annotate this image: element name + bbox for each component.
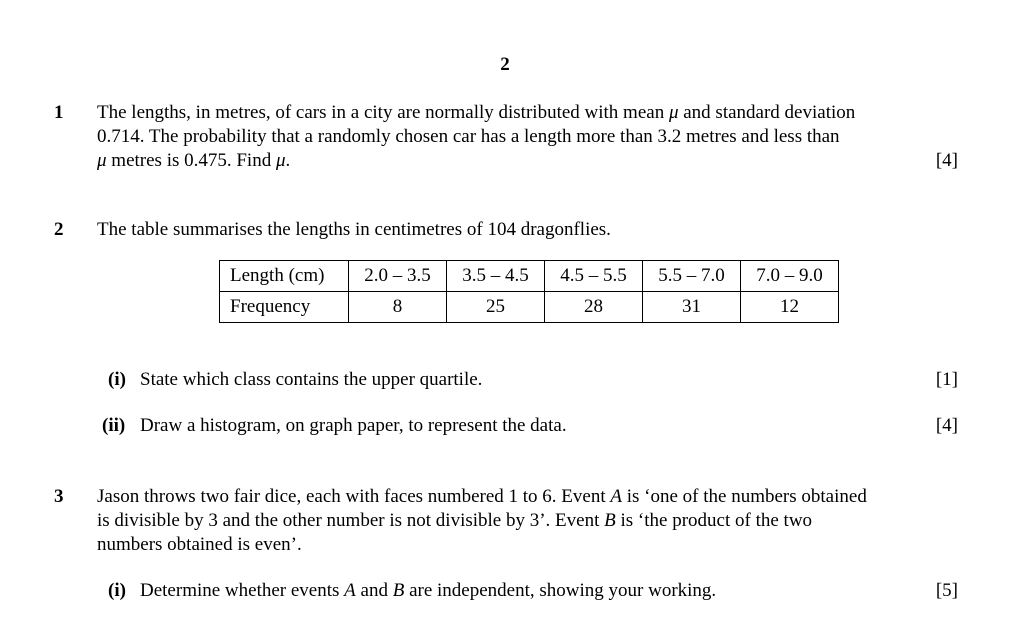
part-ii xyxy=(96,414,958,438)
part-label: (ii) xyxy=(102,415,126,436)
question-number: 2 xyxy=(54,219,64,240)
table-cell: 4.5 – 5.5 xyxy=(545,261,643,292)
table-row xyxy=(220,292,839,323)
part-text: State which class contains the upper quartile. xyxy=(140,369,483,390)
marks: [1] xyxy=(935,369,958,390)
marks: [5] xyxy=(935,580,958,601)
table-cell: 3.5 – 4.5 xyxy=(447,261,545,292)
page-number: 2 xyxy=(500,54,510,75)
table-header-cell: Frequency xyxy=(220,292,349,323)
part-label: (i) xyxy=(108,369,126,390)
table-cell: 7.0 – 9.0 xyxy=(741,261,839,292)
frequency-table xyxy=(219,260,839,323)
question-1 xyxy=(54,101,958,173)
question-3 xyxy=(54,485,958,557)
question-2 xyxy=(54,218,958,242)
table-cell: 28 xyxy=(545,292,643,323)
marks: [4] xyxy=(935,150,958,171)
table-cell: 5.5 – 7.0 xyxy=(643,261,741,292)
part-i xyxy=(96,579,958,603)
table-row xyxy=(220,261,839,292)
table-cell: 2.0 – 3.5 xyxy=(349,261,447,292)
part-label: (i) xyxy=(108,580,126,601)
table-cell: 25 xyxy=(447,292,545,323)
marks: [4] xyxy=(935,415,958,436)
question-text-line: Jason throws two fair dice, each with faces numbered 1 to 6. Event A is ‘one of the numbers obtained xyxy=(97,486,867,507)
question-number: 3 xyxy=(54,486,64,507)
part-text: Determine whether events A and B are independent, showing your working. xyxy=(140,580,717,601)
question-text-line: numbers obtained is even’. xyxy=(97,534,302,555)
table-header-cell: Length (cm) xyxy=(220,261,349,292)
table-cell: 12 xyxy=(741,292,839,323)
question-text-line: The lengths, in metres, of cars in a city are normally distributed with mean μ and standard deviation xyxy=(97,102,856,123)
question-text: The table summarises the lengths in centimetres of 104 dragonflies. xyxy=(97,219,611,240)
question-text-line xyxy=(97,149,958,173)
part-text: Draw a histogram, on graph paper, to represent the data. xyxy=(140,415,567,436)
question-text-line: 0.714. The probability that a randomly chosen car has a length more than 3.2 metres and less than xyxy=(97,126,840,147)
table-cell: 31 xyxy=(643,292,741,323)
question-number: 1 xyxy=(54,102,64,123)
question-text: μ metres is 0.475. Find μ. xyxy=(97,150,291,171)
part-i xyxy=(96,368,958,392)
table-cell: 8 xyxy=(349,292,447,323)
question-text-line: is divisible by 3 and the other number is not divisible by 3’. Event B is ‘the product of the two xyxy=(97,510,813,531)
